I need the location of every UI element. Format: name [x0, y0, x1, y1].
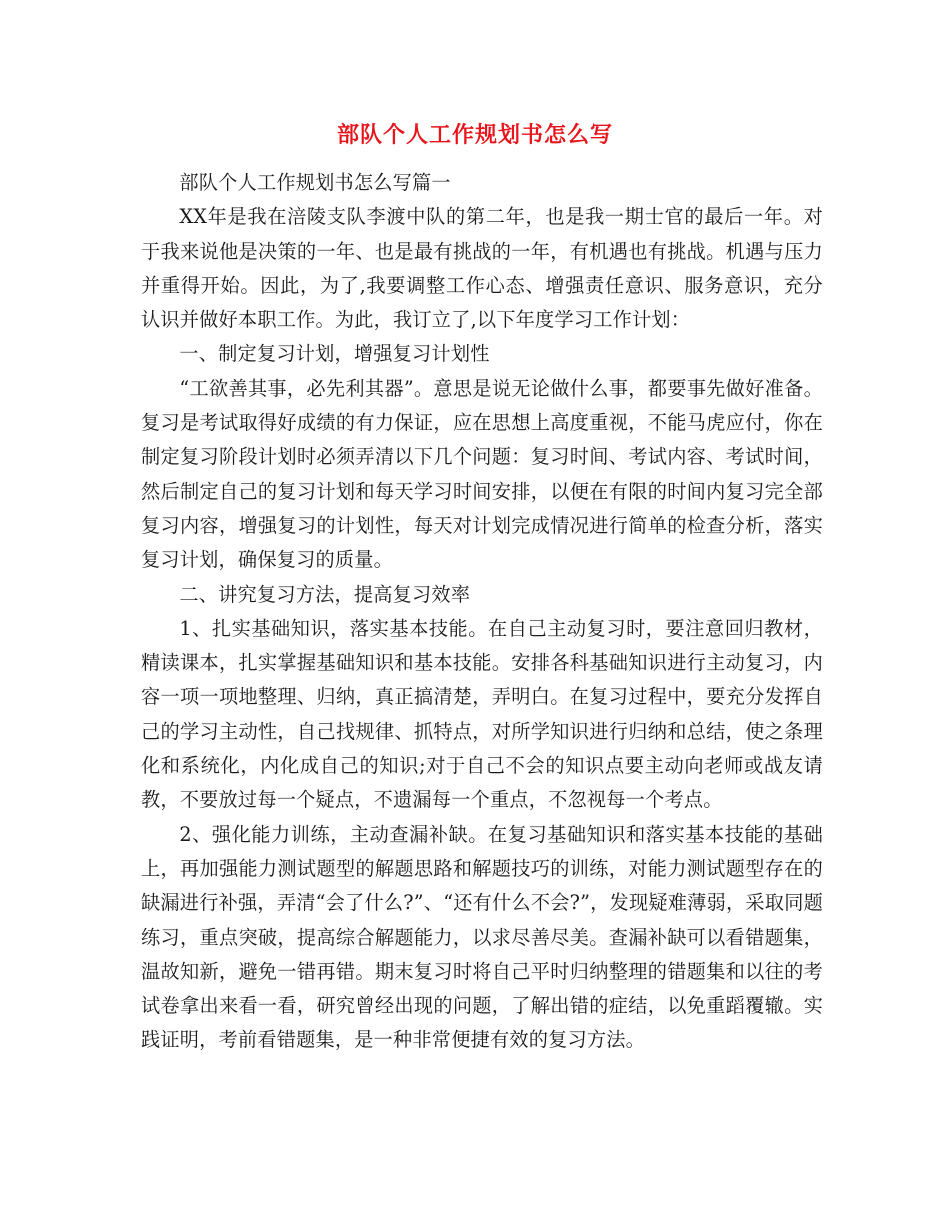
- paragraph: XX年是我在涪陵支队李渡中队的第二年，也是我一期士官的最后一年。对于我来说他是决策的一年、也是最有挑战的一年，有机遇也有挑战。机遇与压力并重得开始。因此，为了,我要调整工作心态、增强责任意识、服务意识，充分认识并做好本职工作。为此，我订立了,以下年度学习工作计划：: [141, 205, 823, 332]
- document-body: [141, 166, 823, 1058]
- paragraph: 2、强化能力训练，主动查漏补缺。在复习基础知识和落实基本技能的基础上，再加强能力测试题型的解题思路和解题技巧的训练，对能力测试题型存在的缺漏进行补强，弄清“会了什么?”、“还有什么不会?”，发现疑难薄弱，采取同题练习，重点突破，提高综合解题能力，以求尽善尽美。查漏补缺可以看错题集，温故知新，避免一错再错。期末复习时将自己平时归纳整理的错题集和以往的考试卷拿出来看一看，研究曾经出现的问题，了解出错的症结，以免重蹈覆辙。实践证明，考前看错题集，是一种非常便捷有效的复习方法。: [141, 822, 823, 1052]
- paragraph: 1、扎实基础知识，落实基本技能。在自己主动复习时，要注意回归教材，精读课本，扎实掌握基础知识和基本技能。安排各科基础知识进行主动复习，内容一项一项地整理、归纳，真正搞清楚，弄明白。在复习过程中，要充分发挥自己的学习主动性，自己找规律、抓特点，对所学知识进行归纳和总结，使之条理化和系统化，内化成自己的知识;对于自己不会的知识点要主动向老师或战友请教，不要放过每一个疑点，不遗漏每一个重点，不忽视每一个考点。: [141, 616, 823, 812]
- section-heading: 部队个人工作规划书怎么写篇一: [179, 171, 451, 194]
- paragraph: “工欲善其事，必先利其器”。意思是说无论做什么事，都要事先做好准备。复习是考试取得好成绩的有力保证，应在思想上高度重视，不能马虎应付，你在制定复习阶段计划时必须弄清以下几个问题：复习时间、考试内容、考试时间，然后制定自己的复习计划和每天学习时间安排，以便在有限的时间内复习完全部复习内容，增强复习的计划性，每天对计划完成情况进行简单的检查分析，落实复习计划，确保复习的质量。: [141, 376, 823, 572]
- subheading: 二、讲究复习方法，提高复习效率: [179, 582, 471, 606]
- document-title: 部队个人工作规划书怎么写: [336, 122, 613, 148]
- subheading: 一、制定复习计划，增强复习计划性: [179, 342, 490, 366]
